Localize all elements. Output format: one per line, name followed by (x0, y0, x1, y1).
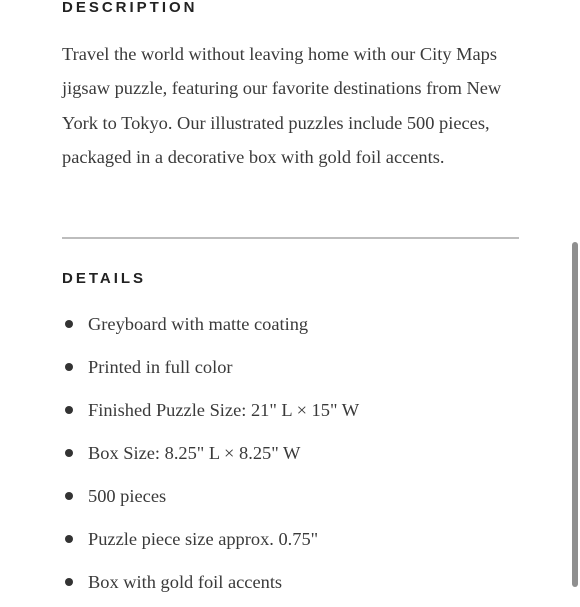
description-text: Travel the world without leaving home with our City Maps jigsaw puzzle, featuring our favorite destinations from New York to Tokyo. Our illustrated puzzles include 500 pieces, packaged in a decorative box with gold foil accents. (62, 44, 502, 167)
details-item-label: Puzzle piece size approx. 0.75" (88, 529, 319, 549)
details-item (62, 435, 520, 478)
bullet-dot-icon (65, 363, 73, 371)
details-item (62, 564, 520, 607)
vertical-scrollbar[interactable] (572, 242, 578, 587)
bullet-dot-icon (65, 449, 73, 457)
bullet-dot-icon (65, 492, 73, 500)
details-item (62, 349, 520, 392)
bullet-dot-icon (65, 578, 73, 586)
details-item (62, 392, 520, 435)
details-item-label: Finished Puzzle Size: 21" L × 15" W (88, 400, 360, 420)
details-item (62, 306, 520, 349)
bullet-dot-icon (65, 320, 73, 328)
details-item-label: Greyboard with matte coating (88, 314, 309, 334)
bullet-dot-icon (65, 406, 73, 414)
section-divider (62, 237, 519, 239)
bullet-dot-icon (65, 535, 73, 543)
details-list (62, 306, 520, 607)
description-heading: DESCRIPTION (62, 0, 198, 16)
details-item-label: 500 pieces (88, 486, 167, 506)
details-item (62, 521, 520, 564)
details-heading: DETAILS (62, 270, 147, 287)
details-item-label: Printed in full color (88, 357, 233, 377)
details-item-label: Box Size: 8.25" L × 8.25" W (88, 443, 301, 463)
details-item (62, 478, 520, 521)
details-item-label: Box with gold foil accents (88, 572, 283, 592)
